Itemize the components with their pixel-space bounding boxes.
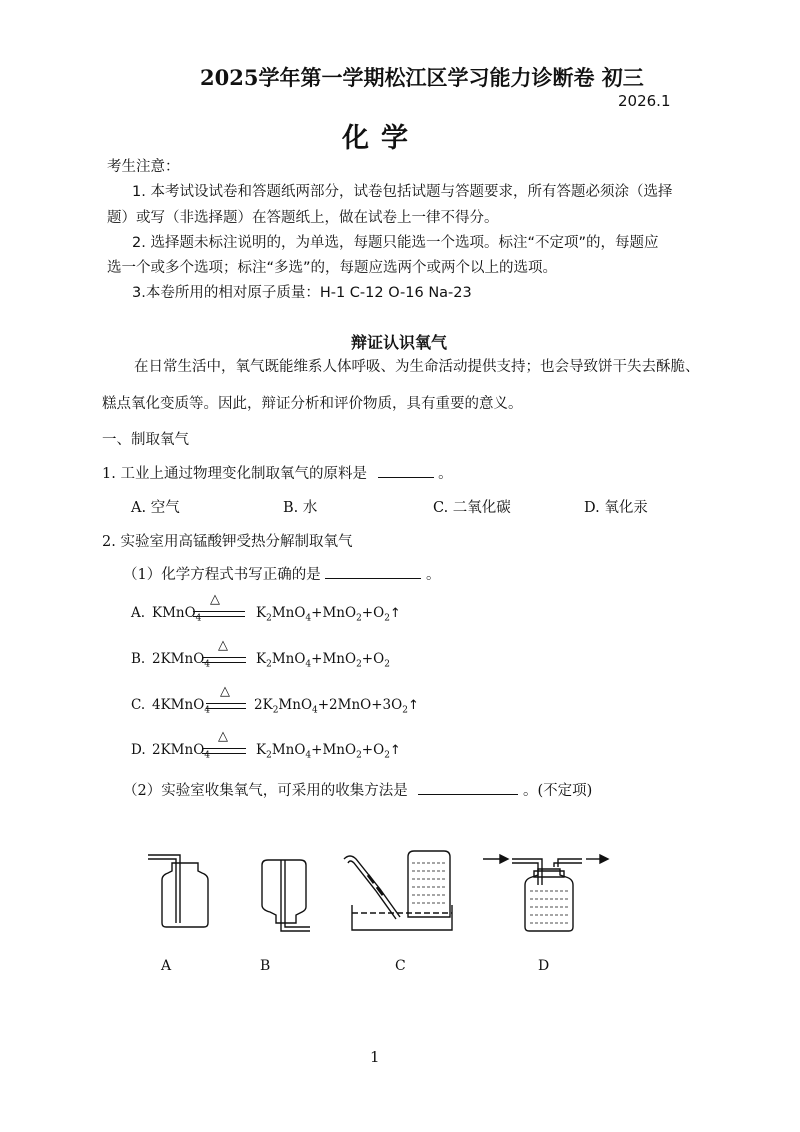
equation-b-label: B. [131,651,146,667]
q1-option-b: B. 水 [283,500,318,516]
apparatus-b-downward-displacement [262,860,310,931]
apparatus-a-upward-displacement [148,855,208,927]
question-2-stem: 2. 实验室用高锰酸钾受热分解制取氧气 [102,534,353,550]
equation-c-heat-symbol: △ [220,684,230,699]
part-heading: 一、制取氧气 [102,432,189,448]
equation-c-equals-sign [206,703,246,709]
equation-d-products: $K_2MnO_4+MnO_2+O_2↑$ [256,742,401,761]
equation-a-label: A. [131,605,146,621]
notice-line-4: 选一个或多个选项；标注“多选”的，每题应选两个或两个以上的选项。 [107,260,558,276]
apparatus-label-d: D [538,958,550,974]
equation-a-reactant: KMnO$_4$ [152,605,202,624]
intro-line-1: 在日常生活中，氧气既能维系人体呼吸、为生命活动提供支持；也会导致饼干失去酥脆、 [134,359,700,375]
question-2-sub-1 [123,563,440,584]
equation-c-label: C. [131,697,146,713]
question-1-text: 1. 工业上通过物理变化制取氧气的原料是 [102,466,367,482]
question-2-sub-2-end: 。(不定项) [522,783,593,799]
question-2-sub-1-text: （1）化学方程式书写正确的是 [123,567,321,583]
equation-b-equals-sign [202,657,246,663]
notice-line-1: 1. 本考试设试卷和答题纸两部分，试卷包括试题与答题要求，所有答题必须涂（选择 [132,184,673,200]
apparatus-label-a: A [161,958,172,974]
q1-option-d: D. 氧化汞 [584,500,648,516]
section-title: 辩证认识氧气 [351,333,448,352]
apparatus-label-c: C [395,958,406,974]
equation-d-equals-sign [202,748,246,754]
equation-c-products: $2K_2MnO_4+2MnO+3O_2↑$ [254,697,419,716]
equation-a-equals-sign [193,611,245,617]
answer-blank-1 [378,463,434,478]
question-2-sub-2 [123,779,592,800]
equation-b-heat-symbol: △ [218,638,228,653]
q1-option-c: C. 二氧化碳 [433,500,511,516]
equation-d-heat-symbol: △ [218,729,228,744]
equation-c-reactant: 4KMnO$_4$ [152,697,210,716]
notice-line-3: 2. 选择题未标注说明的，为单选，每题只能选一个选项。标注“不定项”的，每题应 [132,235,659,251]
gas-collection-apparatus-diagram [140,845,620,940]
apparatus-c-water-displacement [344,851,452,930]
question-2-sub-2-text: （2）实验室收集氧气，可采用的收集方法是 [123,783,408,799]
equation-a-heat-symbol: △ [210,592,220,607]
equation-d-reactant: 2KMnO$_4$ [152,742,210,761]
apparatus-d-gas-bottle [512,859,582,931]
q1-option-a: A. 空气 [131,500,180,516]
equation-b-products: $K_2MnO_4+MnO_2+O_2$ [256,651,390,670]
equation-a-products: $K_2MnO_4+MnO_2+O_2↑$ [256,605,401,624]
notice-heading: 考生注意： [107,159,180,175]
apparatus-label-b: B [260,958,271,974]
exam-date: 2026.1 [618,92,671,110]
exam-title: 2025学年第一学期松江区学习能力诊断卷 初三 [200,65,644,90]
equation-d-label: D. [131,742,146,758]
page-number: 1 [370,1048,380,1066]
question-1-end: 。 [438,466,453,482]
answer-blank-3 [418,780,518,795]
question-2-sub-1-end: 。 [425,567,441,583]
answer-blank-2 [325,564,421,579]
question-1-stem [102,462,453,483]
subject-title: 化学 [342,123,420,154]
notice-line-5: 3.本卷所用的相对原子质量：H-1 C-12 O-16 Na-23 [132,285,472,301]
intro-line-2: 糕点氧化变质等。因此，辩证分析和评价物质，具有重要的意义。 [102,396,523,412]
notice-line-2: 题）或写（非选择题）在答题纸上，做在试卷上一律不得分。 [107,210,499,226]
equation-b-reactant: 2KMnO$_4$ [152,651,210,670]
